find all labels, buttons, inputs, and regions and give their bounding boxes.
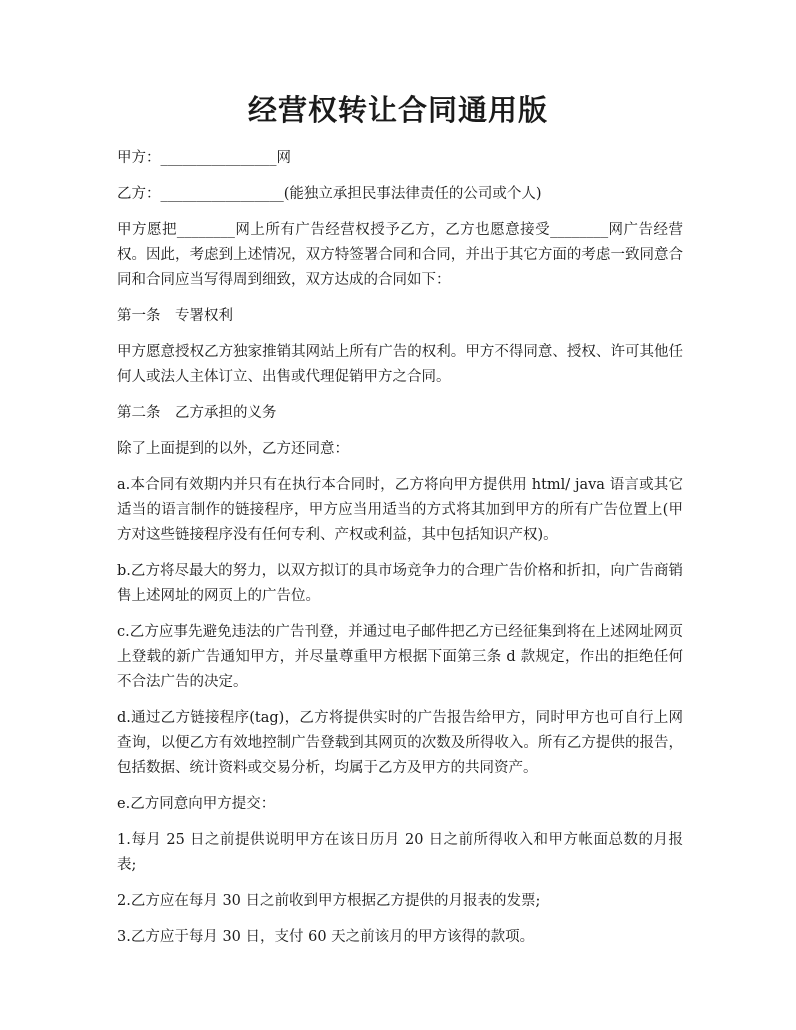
list-item-2: 2.乙方应在每月 30 日之前收到甲方根据乙方提供的月报表的发票; (117, 893, 541, 909)
clause-d: d.通过乙方链接程序(tag)，乙方将提供实时的广告报告给甲方，同时甲方也可自行上网查询，以便乙方有效地控制广告登载到其网页的次数及所得收入。所有乙方提供的报告，包括数据、统计资料或交易分析，均属于乙方及甲方的共同资产。 (117, 710, 683, 776)
party-a-line: 甲方：________________网 (117, 150, 291, 166)
document-title: 经营权转让合同通用版 (247, 93, 548, 127)
article-2-heading: 第二条 乙方承担的义务 (117, 405, 277, 421)
clause-c: c.乙方应事先避免违法的广告刊登，并通过电子邮件把乙方已经征集到将在上述网址网页上登载的新广告通知甲方，并尽量尊重甲方根据下面第三条 d 款规定，作出的拒绝任何不合法广告的决定。 (117, 624, 683, 690)
list-item-3: 3.乙方应于每月 30 日，支付 60 天之前该月的甲方该得的款项。 (117, 929, 535, 945)
article-2-intro: 除了上面提到的以外，乙方还同意： (117, 441, 349, 457)
preamble-paragraph: 甲方愿把________网上所有广告经营权授予乙方，乙方也愿意接受________网广告经营权。因此，考虑到上述情况，双方特签署合同和合同，并出于其它方面的考虑一致同意合同和合同应当写得周到细致，双方达成的合同如下： (117, 222, 683, 288)
article-1-text: 甲方愿意授权乙方独家推销其网站上所有广告的权利。甲方不得同意、授权、许可其他任何人或法人主体订立、出售或代理促销甲方之合同。 (117, 344, 683, 385)
article-1-heading: 第一条 专署权利 (117, 308, 233, 324)
party-b-line: 乙方：_________________(能独立承担民事法律责任的公司或个人) (117, 186, 542, 202)
list-item-1: 1.每月 25 日之前提供说明甲方在该日历月 20 日之前所得收入和甲方帐面总数的月报表; (117, 832, 683, 873)
clause-a: a.本合同有效期内并只有在执行本合同时，乙方将向甲方提供用 html/ java 语言或其它适当的语言制作的链接程序，甲方应当用适当的方式将其加到甲方的所有广告位置上(甲方对这些链接程序没有任何专利、产权或利益，其中包括知识产权)。 (117, 477, 683, 543)
clause-b: b.乙方将尽最大的努力，以双方拟订的具市场竞争力的合理广告价格和折扣，向广告商销售上述网址的网页上的广告位。 (117, 563, 683, 604)
document-body (117, 146, 683, 961)
clause-e: e.乙方同意向甲方提交： (117, 796, 276, 812)
